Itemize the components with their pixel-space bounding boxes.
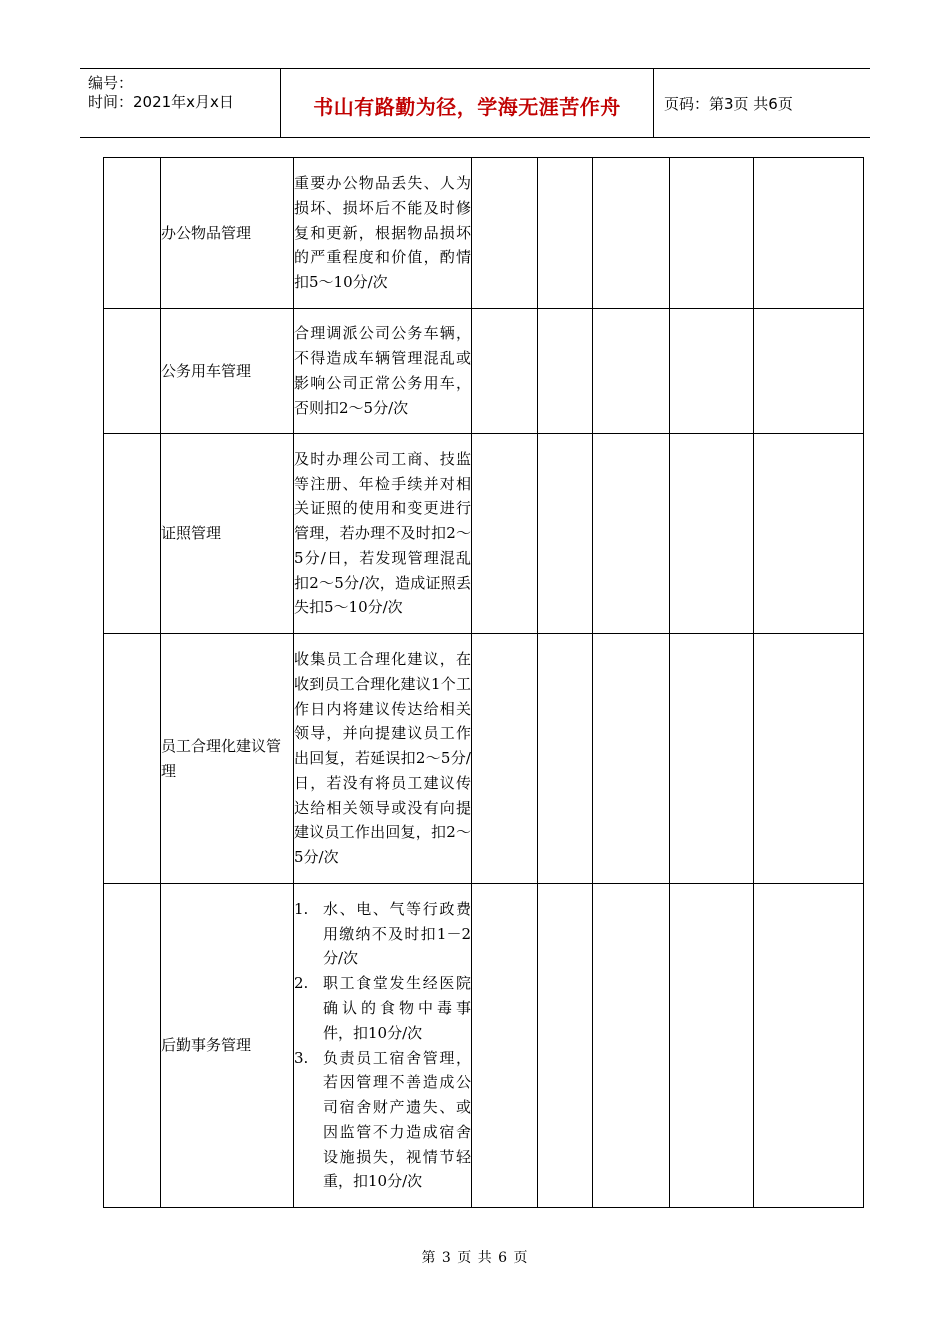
criteria-text: 合理调派公司公务车辆，不得造成车辆管理混乱或影响公司正常公务用车，否则扣2～5分/次: [294, 324, 471, 417]
table-row: [104, 309, 864, 434]
table-cell-empty: [104, 634, 161, 884]
document-time-label: 时间：2021年x月x日: [88, 93, 234, 111]
list-item-number: 3.: [294, 1048, 309, 1067]
table-cell-empty: [538, 309, 593, 434]
criteria-text: 重要办公物品丢失、人为损坏、损坏后不能及时修复和更新，根据物品损坏的严重程度和价值，酌情扣5～10分/次: [294, 174, 471, 292]
table-cell-empty: [538, 434, 593, 634]
table-cell-empty: [538, 158, 593, 309]
header-info-cell: [80, 69, 281, 137]
table-cell-empty: [472, 884, 538, 1208]
list-item-number: 2.: [294, 974, 309, 993]
table-cell-empty: [472, 634, 538, 884]
table-cell-empty: [472, 309, 538, 434]
list-item-text: 职工食堂发生经医院确认的食物中毒事件，扣10分/次: [323, 974, 471, 1042]
header-motto: 书山有路勤为径，学海无涯苦作舟: [313, 95, 621, 119]
table-row: [104, 634, 864, 884]
header-motto-cell: [281, 69, 654, 137]
list-item: [294, 897, 471, 971]
header-page-cell: [654, 69, 870, 137]
table-row: [104, 158, 864, 309]
table-cell-empty: [472, 434, 538, 634]
criteria-text: 收集员工合理化建议，在收到员工合理化建议1个工作日内将建议传达给相关领导，并向提建议员工作出回复，若延误扣2～5分/日，若没有将员工建议传达给相关领导或没有向提建议员工作出回复，扣2～5分/次: [294, 649, 471, 867]
table-cell-empty: [538, 884, 593, 1208]
item-name: 员工合理化建议管理: [161, 634, 294, 884]
table-cell-empty: [670, 634, 754, 884]
assessment-table: [103, 157, 864, 1208]
item-name: 后勤事务管理: [161, 884, 294, 1208]
table-cell-empty: [670, 309, 754, 434]
header-page-number: 页码：第3页 共6页: [664, 95, 793, 113]
item-criteria: [294, 158, 472, 309]
table-cell-empty: [754, 158, 864, 309]
table-cell-empty: [754, 309, 864, 434]
list-item: [294, 971, 471, 1045]
table-cell-empty: [670, 884, 754, 1208]
item-name: 证照管理: [161, 434, 294, 634]
page-header: [80, 68, 870, 138]
table-cell-empty: [593, 434, 670, 634]
table-cell-empty: [538, 634, 593, 884]
table-cell-empty: [472, 158, 538, 309]
table-cell-empty: [104, 309, 161, 434]
table-cell-empty: [104, 884, 161, 1208]
table-cell-empty: [104, 158, 161, 309]
table-cell-empty: [754, 434, 864, 634]
item-name: 公务用车管理: [161, 309, 294, 434]
item-name: 办公物品管理: [161, 158, 294, 309]
table-cell-empty: [593, 158, 670, 309]
table-row: [104, 884, 864, 1208]
criteria-list: [294, 897, 471, 1195]
item-criteria: [294, 434, 472, 634]
item-criteria: [294, 634, 472, 884]
list-item-number: 1.: [294, 899, 309, 918]
table-row: [104, 434, 864, 634]
table-cell-empty: [593, 634, 670, 884]
table-cell-empty: [104, 434, 161, 634]
list-item-text: 负责员工宿舍管理，若因管理不善造成公司宿舍财产遗失、或因监管不力造成宿舍设施损失，视情节轻重，扣10分/次: [323, 1048, 471, 1191]
table-cell-empty: [593, 884, 670, 1208]
list-item: [294, 1046, 471, 1195]
item-criteria: [294, 884, 472, 1208]
table-cell-empty: [593, 309, 670, 434]
table-cell-empty: [670, 158, 754, 309]
table-cell-empty: [754, 634, 864, 884]
list-item-text: 水、电、气等行政费用缴纳不及时扣1－2分/次: [323, 899, 471, 968]
document-number-label: 编号：: [88, 74, 134, 92]
table-cell-empty: [754, 884, 864, 1208]
page-footer: 第 3 页 共 6 页: [421, 1250, 529, 1266]
item-criteria: [294, 309, 472, 434]
criteria-text: 及时办理公司工商、技监等注册、年检手续并对相关证照的使用和变更进行管理，若办理不及时扣2～5分/日，若发现管理混乱扣2～5分/次，造成证照丢失扣5～10分/次: [294, 449, 471, 617]
table-cell-empty: [670, 434, 754, 634]
